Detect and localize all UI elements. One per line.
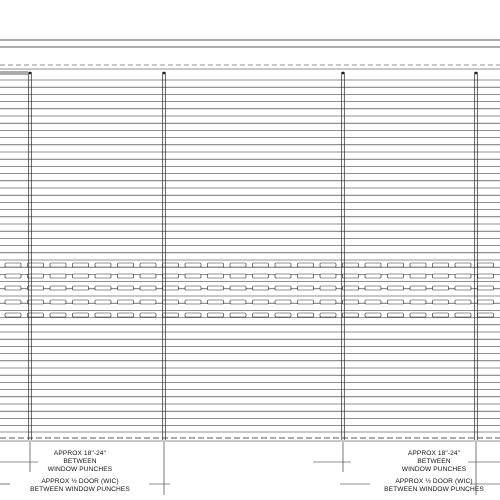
vent-slot: [410, 286, 426, 290]
vent-slot: [185, 274, 201, 278]
vent-slot: [388, 263, 404, 267]
vent-slot: [163, 300, 179, 304]
vent-slot: [433, 300, 449, 304]
vent-slot: [163, 263, 179, 267]
siding-courses: [0, 80, 500, 426]
vent-slot: [163, 274, 179, 278]
vent-slot: [365, 274, 381, 278]
vent-slot: [298, 313, 314, 317]
vent-slot: [118, 274, 134, 278]
vent-slot: [230, 274, 246, 278]
vent-slot: [320, 286, 336, 290]
vent-slot: [185, 300, 201, 304]
vent-slot: [140, 263, 156, 267]
vent-slot: [73, 263, 89, 267]
vent-slot: [50, 274, 66, 278]
vent-slot: [365, 313, 381, 317]
vent-slot: [253, 274, 269, 278]
vent-slot: [208, 313, 224, 317]
vent-slot: [433, 313, 449, 317]
vent-slot: [433, 274, 449, 278]
vent-slot: [320, 300, 336, 304]
right-spacing-line-2: BETWEEN: [417, 458, 451, 465]
vent-slot: [5, 263, 21, 267]
vent-slot: [73, 274, 89, 278]
vent-slot: [275, 263, 291, 267]
vent-slot: [185, 286, 201, 290]
vent-slot: [28, 263, 44, 267]
vent-slot: [140, 274, 156, 278]
right-door-line-1: APPROX ½ DOOR (WIC): [395, 478, 473, 485]
vent-slot: [320, 274, 336, 278]
vent-slot: [455, 274, 471, 278]
vent-slot: [5, 313, 21, 317]
vent-slot: [140, 300, 156, 304]
vent-slot: [230, 286, 246, 290]
vent-slot: [28, 313, 44, 317]
vent-slot: [28, 286, 44, 290]
vent-slot: [5, 286, 21, 290]
vent-slot: [275, 274, 291, 278]
vent-slot: [275, 286, 291, 290]
vent-slot: [455, 313, 471, 317]
vent-slot: [95, 274, 111, 278]
bottom-border: [0, 432, 500, 441]
vent-slot: [140, 286, 156, 290]
vent-slot: [73, 300, 89, 304]
vent-slot: [253, 263, 269, 267]
vent-slot: [208, 286, 224, 290]
vent-slot: [365, 286, 381, 290]
left-door-line-1: APPROX ½ DOOR (WIC): [41, 478, 119, 485]
vent-slot: [95, 263, 111, 267]
vent-slot: [95, 313, 111, 317]
vent-slot: [478, 263, 494, 267]
vent-slot: [230, 300, 246, 304]
vent-slot: [5, 300, 21, 304]
vent-slot: [95, 286, 111, 290]
vent-slot: [95, 300, 111, 304]
vent-slot: [118, 286, 134, 290]
vent-slot: [208, 300, 224, 304]
vent-slot: [185, 263, 201, 267]
vent-slot: [275, 313, 291, 317]
vent-slot: [478, 274, 494, 278]
vent-slot: [163, 313, 179, 317]
vent-rows: [5, 263, 494, 317]
vent-slot: [208, 263, 224, 267]
right-door-line-2: BETWEEN WINDOW PUNCHES: [384, 486, 484, 493]
vent-slot: [253, 286, 269, 290]
vent-slot: [388, 286, 404, 290]
vent-slot: [433, 263, 449, 267]
vent-slot: [185, 313, 201, 317]
vent-slot: [118, 263, 134, 267]
vent-slot: [343, 274, 359, 278]
vent-slot: [455, 286, 471, 290]
vent-slot: [388, 313, 404, 317]
vent-slot: [410, 313, 426, 317]
vent-slot: [298, 274, 314, 278]
vent-slot: [230, 313, 246, 317]
vent-slot: [253, 300, 269, 304]
post-cap: [29, 72, 32, 75]
vent-slot: [50, 300, 66, 304]
vent-slot: [140, 313, 156, 317]
vent-slot: [275, 300, 291, 304]
left-spacing-line-2: BETWEEN: [63, 458, 97, 465]
vent-slot: [5, 274, 21, 278]
vent-slot: [410, 300, 426, 304]
vent-slot: [118, 313, 134, 317]
vent-slot: [478, 300, 494, 304]
vent-slot: [343, 286, 359, 290]
vent-slot: [320, 263, 336, 267]
vent-slot: [478, 313, 494, 317]
top-border: [0, 40, 500, 74]
vent-slot: [410, 274, 426, 278]
vent-slot: [410, 263, 426, 267]
vent-slot: [298, 286, 314, 290]
left-spacing-line-3: WINDOW PUNCHES: [47, 466, 113, 473]
vent-slot: [163, 286, 179, 290]
vent-slot: [230, 263, 246, 267]
post-cap: [475, 72, 478, 75]
vent-slot: [28, 300, 44, 304]
vent-slot: [298, 300, 314, 304]
vent-slot: [455, 263, 471, 267]
vent-slot: [208, 274, 224, 278]
vent-slot: [455, 300, 471, 304]
vent-slot: [253, 313, 269, 317]
post-cap: [342, 72, 345, 75]
vent-slot: [433, 286, 449, 290]
vent-slot: [343, 313, 359, 317]
vent-slot: [73, 286, 89, 290]
right-spacing-line-3: WINDOW PUNCHES: [401, 466, 467, 473]
vent-slot: [50, 286, 66, 290]
vent-slot: [73, 313, 89, 317]
right-spacing-note: [364, 450, 500, 494]
left-door-line-2: BETWEEN WINDOW PUNCHES: [30, 486, 130, 493]
post-cap: [163, 72, 166, 75]
left-spacing-note: [10, 450, 150, 494]
vent-slot: [118, 300, 134, 304]
vent-slot: [28, 274, 44, 278]
vent-slot: [298, 263, 314, 267]
vent-slot: [388, 274, 404, 278]
vent-slot: [478, 286, 494, 290]
vent-slot: [388, 300, 404, 304]
vent-slot: [365, 300, 381, 304]
vent-slot: [343, 300, 359, 304]
vent-slot: [50, 263, 66, 267]
vent-slot: [50, 313, 66, 317]
right-spacing-line-1: APPROX 18"-24": [407, 450, 461, 457]
vent-slot: [343, 263, 359, 267]
vent-slot: [365, 263, 381, 267]
post-columns: [29, 72, 478, 440]
left-spacing-line-1: APPROX 18"-24": [53, 450, 107, 457]
vent-slot: [320, 313, 336, 317]
